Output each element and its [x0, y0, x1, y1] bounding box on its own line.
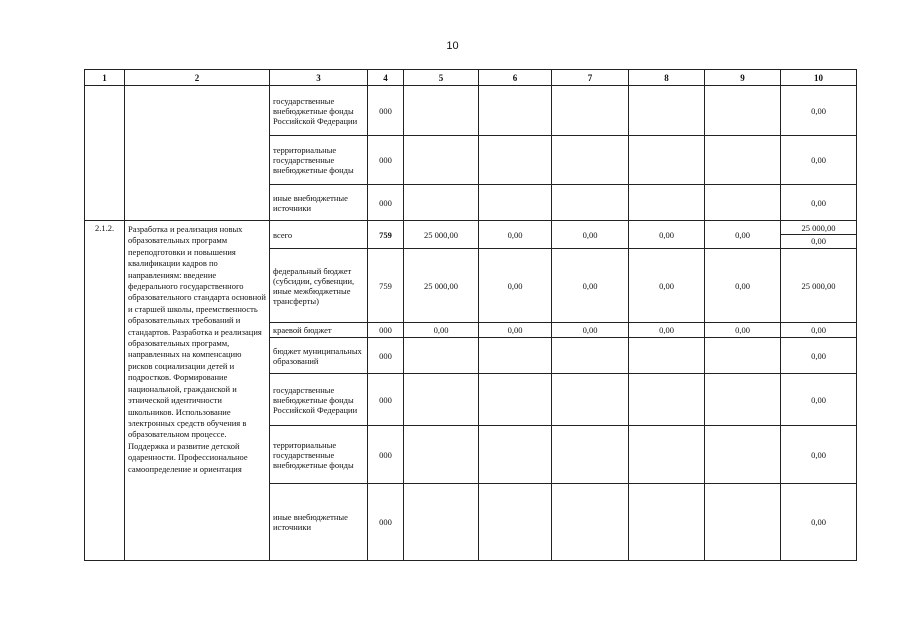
budget-code: 759 [368, 221, 404, 249]
funding-source: государственные внебюджетные фонды Российской Федерации [270, 374, 368, 426]
value-cell: 0,00 [629, 323, 705, 338]
total-value: 0,00 [781, 185, 857, 221]
value-cell: 0,00 [552, 221, 629, 249]
value-cell: 25 000,00 [404, 249, 479, 323]
col-header: 7 [552, 70, 629, 86]
total-value: 0,00 [781, 426, 857, 484]
total-value: 0,00 [811, 236, 826, 246]
cell-empty [125, 86, 270, 221]
col-header: 4 [368, 70, 404, 86]
total-value: 0,00 [781, 374, 857, 426]
total-value: 0,00 [781, 86, 857, 136]
col-header: 1 [85, 70, 125, 86]
col-header: 9 [705, 70, 781, 86]
col-header: 10 [781, 70, 857, 86]
table-row [85, 221, 857, 249]
col-header: 2 [125, 70, 270, 86]
budget-code: 000 [368, 338, 404, 374]
value-cell: 0,00 [552, 249, 629, 323]
value-cell: 0,00 [404, 323, 479, 338]
value-cell: 0,00 [479, 249, 552, 323]
funding-source: территориальные государственные внебюджетные фонды [270, 426, 368, 484]
col-header: 8 [629, 70, 705, 86]
budget-code: 000 [368, 426, 404, 484]
budget-code: 000 [368, 86, 404, 136]
item-name: Разработка и реализация новых образовательных программ переподготовки и повышения квалификации кадров по направлениям: введение федерального государственного образовательного стандарта основной и старшей школы, преемственность образовательных требований и стандартов. Разработка и реализация образовательных программ, направленных на компенсацию рисков социализации детей и подростков. Формирование национальной, гражданской и этнической идентичности школьников. Использование электронных средств обучения в образовательном процессе. Поддержка и развитие детской одаренности. Профессиональное самоопределение и ориентация [125, 221, 270, 561]
cell-empty [85, 86, 125, 221]
funding-source: всего [270, 221, 368, 249]
table-row [85, 86, 857, 136]
value-cell: 0,00 [705, 249, 781, 323]
funding-source: государственные внебюджетные фонды Российской Федерации [270, 86, 368, 136]
value-cell: 0,00 [479, 323, 552, 338]
value-cell: 0,00 [629, 221, 705, 249]
funding-source: территориальные государственные внебюджетные фонды [270, 136, 368, 185]
col-header: 5 [404, 70, 479, 86]
funding-source: иные внебюджетные источники [270, 484, 368, 561]
total-value-split [781, 221, 857, 249]
header-row [85, 70, 857, 86]
budget-table [84, 69, 857, 561]
value-cell: 0,00 [705, 221, 781, 249]
funding-source: федеральный бюджет (субсидии, субвенции, иные межбюджетные трансферты) [270, 249, 368, 323]
page-number: 10 [446, 40, 459, 52]
value-cell: 0,00 [552, 323, 629, 338]
item-number: 2.1.2. [85, 221, 125, 561]
total-value: 25 000,00 [781, 222, 856, 235]
total-value: 0,00 [781, 484, 857, 561]
total-value: 0,00 [781, 338, 857, 374]
budget-code: 000 [368, 323, 404, 338]
col-header: 3 [270, 70, 368, 86]
budget-code: 000 [368, 484, 404, 561]
total-value: 0,00 [781, 136, 857, 185]
total-value: 0,00 [781, 323, 857, 338]
funding-source: краевой бюджет [270, 323, 368, 338]
funding-source: иные внебюджетные источники [270, 185, 368, 221]
value-cell: 0,00 [705, 323, 781, 338]
budget-code: 000 [368, 374, 404, 426]
budget-code: 759 [368, 249, 404, 323]
budget-code: 000 [368, 185, 404, 221]
funding-source: бюджет муниципальных образований [270, 338, 368, 374]
budget-code: 000 [368, 136, 404, 185]
value-cell: 0,00 [629, 249, 705, 323]
total-value: 25 000,00 [781, 249, 857, 323]
col-header: 6 [479, 70, 552, 86]
value-cell: 0,00 [479, 221, 552, 249]
value-cell: 25 000,00 [404, 221, 479, 249]
